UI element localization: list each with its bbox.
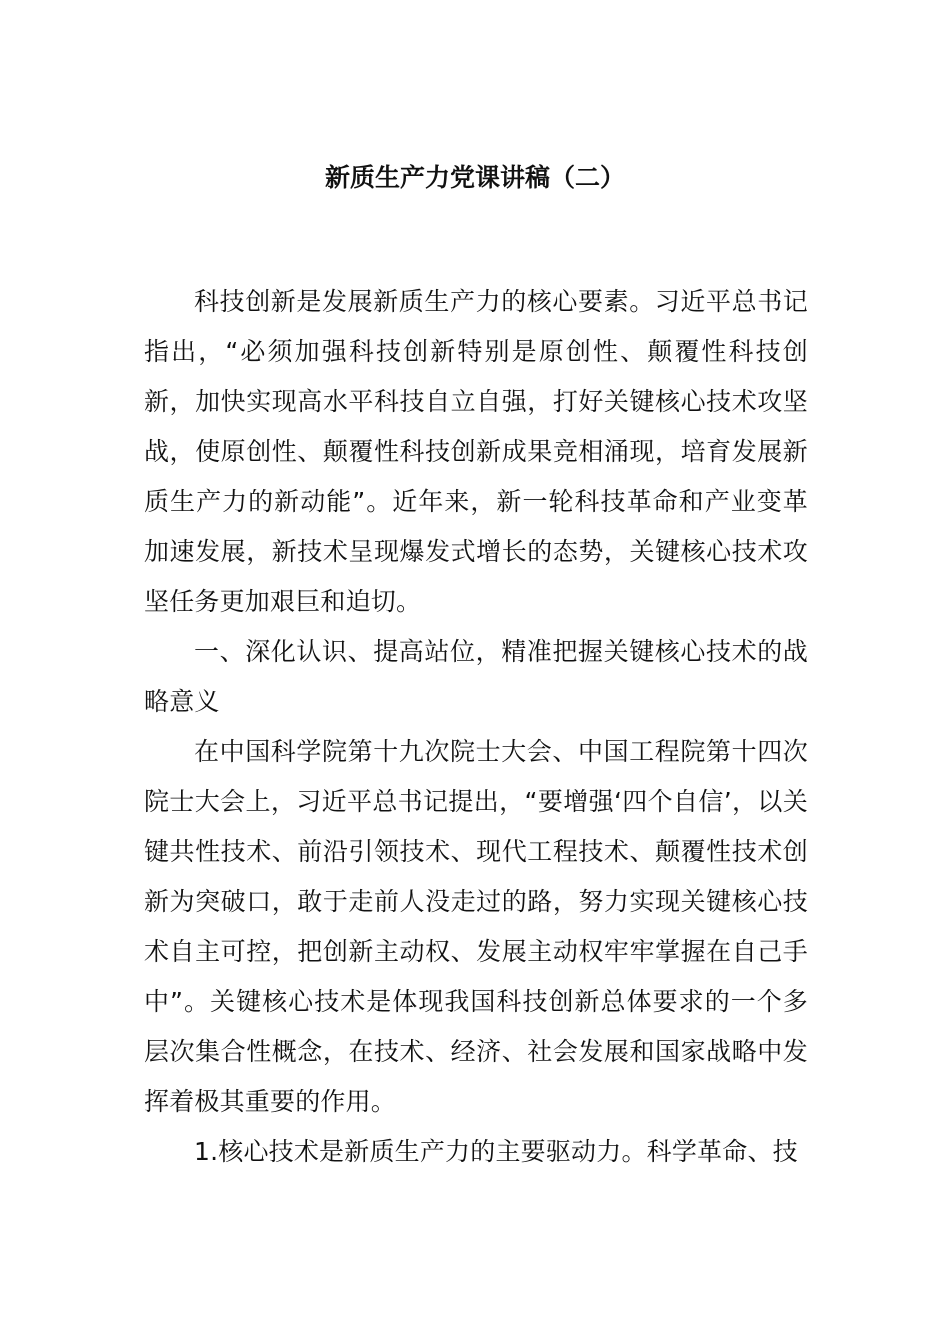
document-body — [144, 277, 808, 1177]
paragraph-intro: 科技创新是发展新质生产力的核心要素。习近平总书记指出，“必须加强科技创新特别是原创性、颠覆性科技创新，加快实现高水平科技自立自强，打好关键核心技术攻坚战，使原创性、颠覆性科技创新成果竞相涌现，培育发展新质生产力的新动能”。近年来，新一轮科技革命和产业变革加速发展，新技术呈现爆发式增长的态势，关键核心技术攻坚任务更加艰巨和迫切。 — [144, 287, 808, 616]
section-heading-1: 一、深化认识、提高站位，精准把握关键核心技术的战略意义 — [144, 637, 808, 716]
paragraph-subpoint-1: 1.核心技术是新质生产力的主要驱动力。科学革命、技 — [194, 1137, 798, 1166]
document-title: 新质生产力党课讲稿（二） — [324, 163, 625, 192]
paragraph-section-1: 在中国科学院第十九次院士大会、中国工程院第十四次院士大会上，习近平总书记提出，“要增强‘四个自信’，以关键共性技术、前沿引领技术、现代工程技术、颠覆性技术创新为突破口，敢于走前人没走过的路，努力实现关键核心技术自主可控，把创新主动权、发展主动权牢牢掌握在自己手中”。关键核心技术是体现我国科技创新总体要求的一个多层次集合性概念，在技术、经济、社会发展和国家战略中发挥着极其重要的作用。 — [144, 737, 808, 1116]
